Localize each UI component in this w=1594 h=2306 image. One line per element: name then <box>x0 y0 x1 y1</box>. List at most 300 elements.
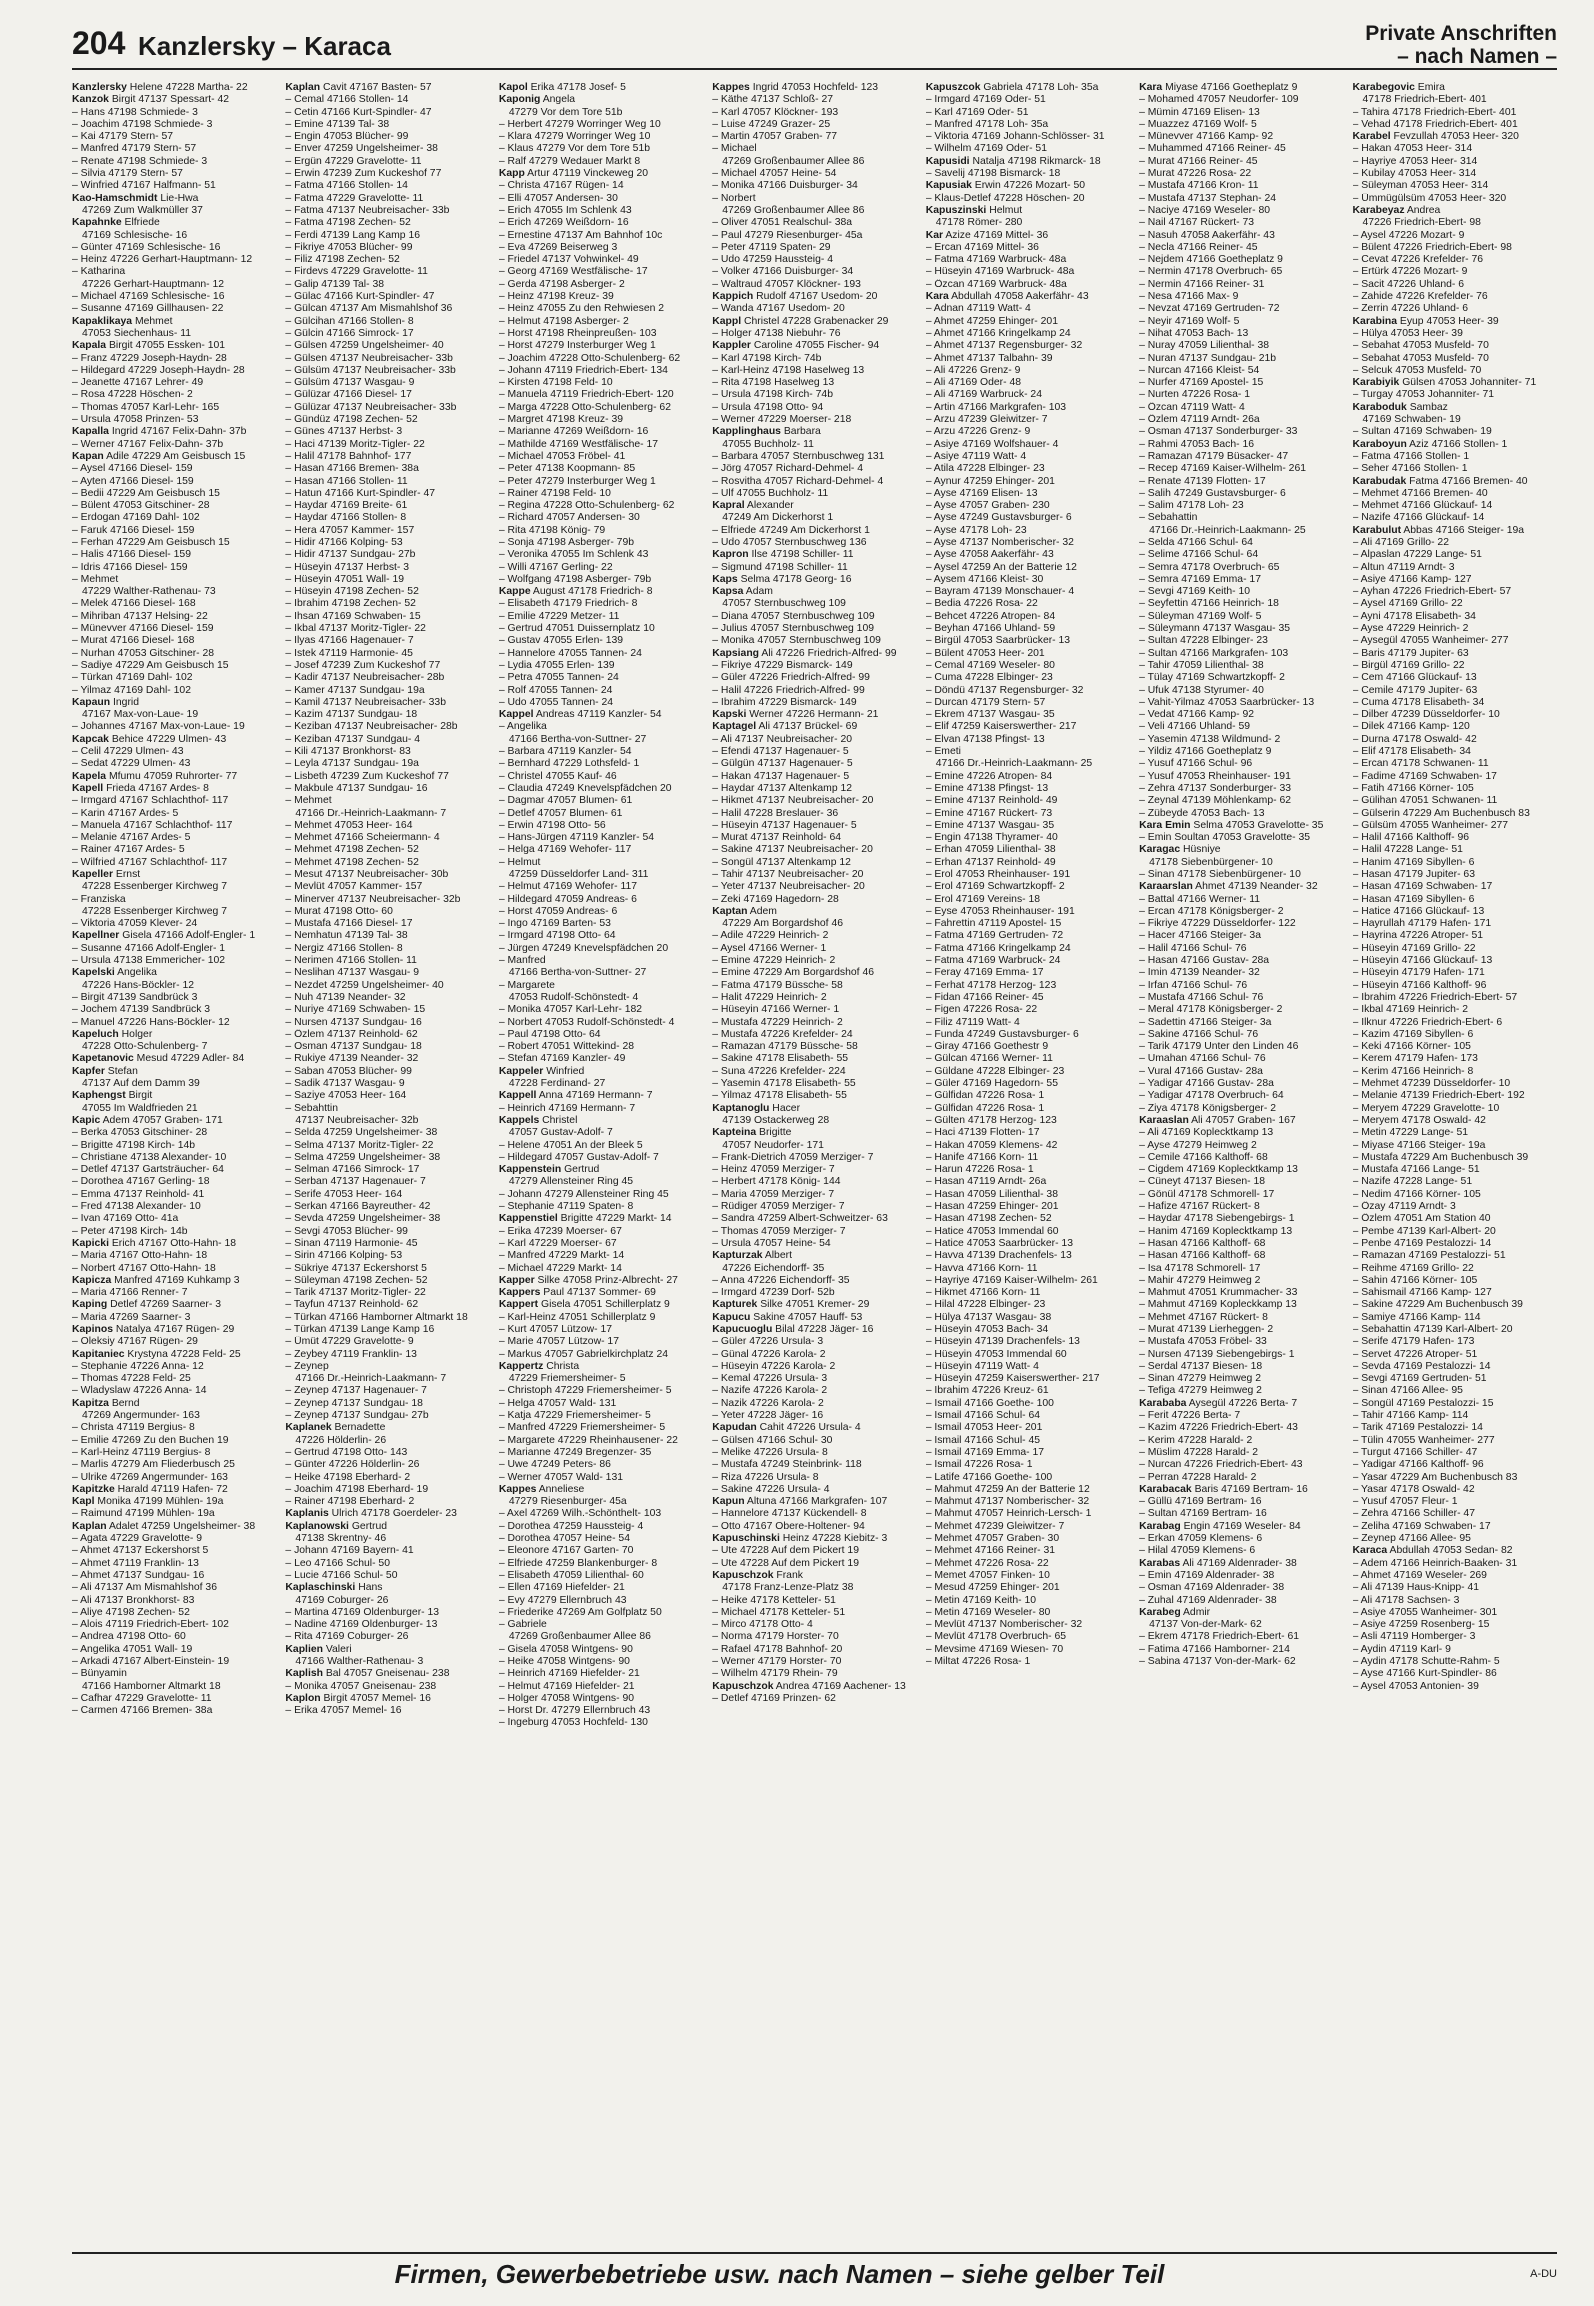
listing-details: – Manfred 47229 Friemersheimer- 5 <box>498 1422 666 1434</box>
listing-details: – Servet 47226 Atroper- 51 <box>1352 1348 1478 1360</box>
listing-details: – Kili 47137 Bronkhorst- 83 <box>285 746 411 758</box>
listing-entry <box>712 1668 916 1680</box>
listing-entry <box>72 1705 276 1717</box>
listing-details: – Ursula 47198 Otto- 94 <box>712 401 824 413</box>
listing-entry <box>285 1533 489 1545</box>
listing-entry <box>926 119 1130 131</box>
listing-details: – Hans 47198 Schmiede- 3 <box>72 106 198 118</box>
listing-details: – Gülsüm 47055 Wanheimer- 277 <box>1352 819 1509 831</box>
listing-details: – Nuh 47139 Neander- 32 <box>285 991 406 1003</box>
listing-entry <box>1139 205 1343 217</box>
listing-details: – Nemhatun 47139 Tal- 38 <box>285 930 408 942</box>
listing-details: – Selma 47259 Ungelsheimer- 38 <box>285 1151 441 1163</box>
listing-details: – Peter 47119 Spaten- 29 <box>712 241 831 253</box>
listing-entry <box>285 365 489 377</box>
listing-surname: Kapun <box>712 1496 745 1508</box>
listing-surname: Kapaklikaya <box>72 315 133 327</box>
listing-details: – Özay 47119 Arndt- 3 <box>1352 1201 1456 1213</box>
listing-entry <box>1353 967 1557 979</box>
listing-details: – Erol 47169 Schwartzkopff- 2 <box>925 881 1065 893</box>
listing-details: – Nurfer 47169 Apostel- 15 <box>1139 377 1264 389</box>
listing-entry <box>926 980 1130 992</box>
listing-entry <box>285 1435 489 1447</box>
listing-details: – Susanne 47169 Gillhausen- 22 <box>72 303 224 315</box>
listing-entry <box>1139 1484 1343 1496</box>
listing-details: – Süleyman 47198 Zechen- 52 <box>285 1274 428 1286</box>
listing-entry <box>712 94 916 106</box>
listing-details: – Mehmet 47239 Gleiwitzer- 7 <box>925 1520 1065 1532</box>
listing-details: – Firdevs 47229 Gravelotte- 11 <box>285 266 428 278</box>
listing-details: – Turgut 47166 Schiller- 47 <box>1352 1446 1478 1458</box>
listing-entry <box>712 894 916 906</box>
listing-details: – Joachim 47198 Eberhard- 19 <box>285 1483 429 1495</box>
listing-details: – Ayni 47178 Elisabeth- 34 <box>1352 610 1476 622</box>
listing-details: – Murat 47139 Lierheggen- 2 <box>1139 1323 1274 1335</box>
listing-entry <box>72 377 276 389</box>
listing-details: – Gertrud 47051 Duissernplatz 10 <box>498 623 655 635</box>
listing-entry <box>1139 648 1343 660</box>
listing-details: Christel <box>539 1114 578 1126</box>
listing-entry <box>926 340 1130 352</box>
listing-entry <box>499 1201 703 1213</box>
listing-details: – Meryem 47178 Oswald- 42 <box>1352 1114 1486 1126</box>
listing-details: 47228 Otto-Schulenberg- 7 <box>82 1041 208 1053</box>
listing-details: – Horst 47059 Andreas- 6 <box>498 905 618 917</box>
listing-entry <box>1139 525 1343 537</box>
listing-entry <box>499 1312 703 1324</box>
listing-details: – Marlis 47279 Am Fliederbusch 25 <box>72 1459 235 1471</box>
listing-entry <box>1139 955 1343 967</box>
listing-details: – Kazim 47226 Friedrich-Ebert- 43 <box>1139 1422 1298 1434</box>
listing-entry <box>499 1595 703 1607</box>
listing-entry <box>285 230 489 242</box>
listing-details: – Mevlüt 47137 Nomberischer- 32 <box>925 1619 1083 1631</box>
listing-entry <box>1139 844 1343 856</box>
listing-entry <box>72 156 276 168</box>
listing-details: – Martina 47169 Oldenburger- 13 <box>285 1606 440 1618</box>
listing-details: – Marie 47057 Lützow- 17 <box>498 1336 619 1348</box>
listing-details: – Songül 47169 Pestalozzi- 15 <box>1352 1397 1494 1409</box>
listing-details: – Christiane 47138 Alexander- 10 <box>72 1151 227 1163</box>
listing-entry <box>72 1447 276 1459</box>
listing-entry <box>285 340 489 352</box>
listing-details: – Silvia 47179 Stern- 57 <box>72 168 183 180</box>
listing-details: – Ali 47137 Bronkhorst- 83 <box>72 1594 195 1606</box>
listing-details: – Yildiz 47166 Goetheplatz 9 <box>1139 746 1272 758</box>
listing-entry <box>926 1533 1130 1545</box>
listing-surname: Kapol <box>498 82 528 93</box>
listing-entry <box>72 217 276 229</box>
listing-entry <box>285 143 489 155</box>
listing-details: – Cetin 47166 Kurt-Spindler- 47 <box>285 106 432 118</box>
listing-entry <box>712 1090 916 1102</box>
listing-entry <box>1353 1484 1557 1496</box>
listing-entry <box>1139 857 1343 869</box>
listing-details: – Yasar 47229 Am Buchenbusch 83 <box>1352 1471 1518 1483</box>
listing-details: – Beyhan 47166 Uhland- 59 <box>925 623 1056 635</box>
listing-details: – Muazzez 47169 Wolf- 5 <box>1139 118 1257 130</box>
listing-entry <box>72 82 276 94</box>
listing-details: – Sadik 47137 Wasgau- 9 <box>285 1078 405 1090</box>
listing-details: – Sonja 47198 Asberger- 79b <box>498 536 635 548</box>
listing-entry <box>72 1681 276 1693</box>
listing-details: – Ahmet 47137 Regensburger- 32 <box>925 340 1083 352</box>
listing-details: – Wilfried 47167 Schlachthof- 117 <box>72 856 228 868</box>
listing-entry <box>1139 1496 1343 1508</box>
listing-details: – Ibrahim 47198 Zechen- 52 <box>285 598 416 610</box>
listing-entry <box>499 537 703 549</box>
listing-entry <box>712 623 916 635</box>
listing-details: – Heinrich 47169 Hermann- 7 <box>498 1102 636 1114</box>
listing-details: – Rita 47198 Haselweg 13 <box>712 377 835 389</box>
listing-details: – Asiye 47169 Wolfshauer- 4 <box>925 438 1059 450</box>
listing-surname: Kapp <box>498 168 525 180</box>
listing-details: – Herbert 47178 König- 144 <box>712 1176 841 1188</box>
listing-details: – Rainer 47198 Feld- 10 <box>498 487 611 499</box>
listing-details: – Emma 47137 Reinhold- 41 <box>72 1188 205 1200</box>
listing-entry <box>926 930 1130 942</box>
listing-details: – Bülent 47226 Friedrich-Ebert- 98 <box>1352 241 1512 253</box>
listing-entry <box>285 635 489 647</box>
listing-entry <box>72 1115 276 1127</box>
listing-entry <box>1139 1312 1343 1324</box>
listing-entry <box>712 389 916 401</box>
listing-details: Manfred 47169 Kuhkamp 3 <box>111 1274 240 1286</box>
listing-entry <box>1353 1410 1557 1422</box>
listing-entry <box>72 967 276 979</box>
listing-details: – Murat 47166 Reiner- 45 <box>1139 155 1258 167</box>
listing-details: – Fred 47138 Alexander- 10 <box>72 1201 201 1213</box>
listing-entry <box>712 1361 916 1373</box>
listing-details: Adem <box>747 905 777 917</box>
listing-details: – Hüseyin 47137 Hagenauer- 5 <box>712 819 857 831</box>
listing-entry <box>1139 1508 1343 1520</box>
listing-details: – Kubilay 47053 Heer- 314 <box>1352 168 1477 180</box>
listing-entry <box>72 857 276 869</box>
listing-surname: Kapela <box>72 770 107 782</box>
listing-entry <box>72 943 276 955</box>
listing-details: – Eva 47269 Beiserweg 3 <box>498 241 618 253</box>
listing-entry <box>712 1595 916 1607</box>
listing-entry <box>926 168 1130 180</box>
listing-surname: Karabulut <box>1352 524 1402 536</box>
listing-entry <box>926 94 1130 106</box>
listing-details: Bal 47057 Gneisenau- 238 <box>322 1668 450 1680</box>
listing-entry <box>926 525 1130 537</box>
listing-details: Andrea 47169 Aachener- 13 <box>773 1680 906 1692</box>
listing-entry <box>926 820 1130 832</box>
listing-details: – Mahmut 47051 Krummacher- 33 <box>1139 1287 1298 1299</box>
listing-details: – Sabina 47137 Von-der-Mark- 62 <box>1139 1656 1296 1667</box>
listing-entry <box>1353 955 1557 967</box>
listing-details: – Mevlüt 47178 Overbruch- 65 <box>925 1631 1067 1643</box>
listing-details: – Hans-Jürgen 47119 Kanzler- 54 <box>498 832 655 844</box>
listing-entry <box>72 242 276 254</box>
listing-entry <box>72 894 276 906</box>
listing-surname: Kapturek <box>712 1299 758 1311</box>
listing-details: – Bayram 47139 Monschauer- 4 <box>925 586 1075 598</box>
listing-entry <box>926 1472 1130 1484</box>
listing-entry <box>499 402 703 414</box>
listing-details: – Aydin 47119 Karl- 9 <box>1352 1643 1451 1655</box>
listing-surname: Kappertz <box>498 1360 544 1372</box>
listing-entry <box>72 1287 276 1299</box>
listing-entry <box>1139 1053 1343 1065</box>
listing-details: – Zeynep 47137 Sundgau- 27b <box>285 1410 429 1422</box>
listing-details: Silke 47051 Kremer- 29 <box>757 1299 870 1311</box>
listing-details: – Nazife 47228 Lange- 51 <box>1352 1176 1473 1188</box>
listing-details: – Peter 47138 Koopmann- 85 <box>498 463 636 475</box>
listing-details: Cahit 47226 Ursula- 4 <box>756 1422 861 1434</box>
listing-details: – Helmut 47198 Asberger- 2 <box>498 315 629 327</box>
listing-entry <box>285 1312 489 1324</box>
listing-entry <box>926 1053 1130 1065</box>
listing-details: – Hüseyin 47137 Herbst- 3 <box>285 561 410 573</box>
listing-entry <box>1353 1164 1557 1176</box>
listing-details: – Gülsen 47137 Neubreisacher- 33b <box>285 352 453 364</box>
listing-details: – Dilber 47239 Düsseldorfer- 10 <box>1352 709 1500 721</box>
listing-entry <box>1353 1103 1557 1115</box>
listing-details: – Emeti <box>925 746 961 758</box>
listing-entry <box>499 242 703 254</box>
listing-details: – Irmgard 47167 Schlachthof- 117 <box>72 795 229 807</box>
listing-details: – Gülcan 47137 Am Mismahlshof 36 <box>285 303 453 315</box>
listing-details: – Ayse 47057 Graben- 230 <box>925 500 1050 512</box>
listing-entry <box>1139 1017 1343 1029</box>
listing-details: – Nursen 47137 Sundgau- 16 <box>285 1016 422 1028</box>
listing-details: – Gülfidan 47226 Rosa- 1 <box>925 1102 1045 1114</box>
listing-entry <box>712 1582 916 1594</box>
listing-details: – Erich 47269 Weißdorn- 16 <box>498 217 629 229</box>
listing-entry <box>499 512 703 524</box>
listing-surname: Karabacak <box>1139 1483 1192 1495</box>
listing-entry <box>926 709 1130 721</box>
listing-entry <box>285 611 489 623</box>
listing-entry <box>1353 918 1557 930</box>
listing-entry <box>72 1263 276 1275</box>
listing-details: – Cigdem 47169 Koplecktkamp 13 <box>1139 1164 1298 1176</box>
listing-entry <box>712 832 916 844</box>
listing-entry <box>712 906 916 918</box>
listing-details: – Erdogan 47169 Dahl- 102 <box>72 512 200 524</box>
listing-details: – Norma 47179 Horster- 70 <box>712 1631 839 1643</box>
listing-column <box>926 82 1130 2250</box>
listing-details: – Sadiye 47229 Am Geisbusch 15 <box>72 659 229 671</box>
listing-entry <box>1353 107 1557 119</box>
listing-entry <box>1139 254 1343 266</box>
listing-details: – Karin 47167 Ardes- 5 <box>72 807 179 819</box>
listing-entry <box>712 377 916 389</box>
listing-entry <box>1353 414 1557 426</box>
listing-entry <box>712 512 916 524</box>
listing-entry <box>712 562 916 574</box>
listing-details: 47229 Friemersheimer- 5 <box>508 1373 626 1385</box>
listing-details: – Yilmaz 47178 Elisabeth- 55 <box>712 1090 847 1102</box>
listing-details: – Münevver 47166 Kamp- 92 <box>1139 131 1274 143</box>
listing-entry <box>1139 1361 1343 1373</box>
listing-surname: Kapala <box>72 340 107 352</box>
listing-entry <box>1139 1324 1343 1336</box>
listing-details: – Ayse 47137 Nomberischer- 32 <box>925 536 1074 548</box>
listing-entry <box>712 1619 916 1631</box>
listing-column <box>1139 82 1343 2250</box>
listing-details: Bilal 47228 Jäger- 16 <box>772 1323 874 1335</box>
listing-entry <box>712 1459 916 1471</box>
listing-details: 47226 Hölderlin- 26 <box>295 1434 387 1446</box>
listing-entry <box>1353 783 1557 795</box>
listing-entry <box>712 414 916 426</box>
listing-details: – Thomas 47228 Feld- 25 <box>72 1373 191 1385</box>
listing-entry <box>712 1570 916 1582</box>
listing-details: – Minerver 47137 Neubreisacher- 32b <box>285 893 461 905</box>
listing-entry <box>1353 1029 1557 1041</box>
listing-entry <box>926 1459 1130 1471</box>
listing-entry <box>499 980 703 992</box>
listing-details: – Meryem 47229 Gravelotte- 10 <box>1352 1102 1500 1114</box>
listing-entry <box>926 906 1130 918</box>
listing-details: – Mahmut 47057 Heinrich-Lersch- 1 <box>925 1508 1092 1520</box>
listing-entry <box>712 1545 916 1557</box>
listing-details: Barbara <box>780 426 821 438</box>
listing-entry <box>926 230 1130 242</box>
listing-details: – Elvan 47138 Pfingst- 13 <box>925 733 1045 745</box>
listing-details: – Pembe 47139 Karl-Albert- 20 <box>1352 1225 1496 1237</box>
listing-details: – Süleymann 47137 Wasgau- 35 <box>1139 623 1291 635</box>
listing-details: – Murat 47198 Otto- 60 <box>285 905 393 917</box>
listing-details: – Arkadi 47167 Albert-Einstein- 19 <box>72 1656 230 1667</box>
listing-details: – Fikriye 47229 Bismarck- 149 <box>712 659 853 671</box>
listing-details: – Friederike 47269 Am Golfplatz 50 <box>498 1606 662 1618</box>
listing-entry <box>926 439 1130 451</box>
listing-entry <box>1353 512 1557 524</box>
listing-surname: Kaponig <box>498 94 541 106</box>
listing-entry <box>1353 1066 1557 1078</box>
listing-entry <box>285 1607 489 1619</box>
listing-details: – Ali 47226 Grenz- 9 <box>925 364 1021 376</box>
listing-details: – Norbert 47053 Rudolf-Schönstedt- 4 <box>498 1016 675 1028</box>
listing-details: – Kerim 47228 Harald- 2 <box>1139 1434 1253 1446</box>
listing-entry <box>72 1607 276 1619</box>
listing-entry <box>1353 930 1557 942</box>
listing-entry <box>72 709 276 721</box>
listing-entry <box>1353 1140 1557 1152</box>
listing-entry <box>926 1545 1130 1557</box>
listing-details: – Manuel 47226 Hans-Böckler- 12 <box>72 1016 230 1028</box>
listing-entry <box>285 623 489 635</box>
listing-entry <box>1139 414 1343 426</box>
listing-entry <box>72 685 276 697</box>
listing-details: Hans <box>355 1582 383 1594</box>
listing-details: – Özlem 47051 Am Station 40 <box>1352 1213 1491 1225</box>
listing-entry <box>285 377 489 389</box>
listing-entry <box>285 721 489 733</box>
listing-entry <box>72 1176 276 1188</box>
listing-entry <box>285 254 489 266</box>
listing-entry <box>926 1090 1130 1102</box>
listing-entry <box>499 1668 703 1680</box>
listing-entry <box>72 992 276 1004</box>
listing-details: – Franz 47229 Joseph-Haydn- 28 <box>72 352 227 364</box>
listing-details: Valeri <box>322 1643 352 1655</box>
listing-entry <box>712 598 916 610</box>
listing-details: – Aysel 47226 Mozart- 9 <box>1352 229 1465 241</box>
listing-entry <box>926 1238 1130 1250</box>
listing-details: – Asiye 47259 Rosenberg- 15 <box>1352 1619 1490 1631</box>
listing-entry <box>285 549 489 561</box>
listing-entry <box>72 574 276 586</box>
listing-entry <box>72 414 276 426</box>
listing-entry <box>499 500 703 512</box>
listing-surname: Kaping <box>72 1299 108 1311</box>
listing-entry <box>285 1410 489 1422</box>
listing-surname: Kapinos <box>72 1323 113 1335</box>
listing-surname: Karabel <box>1352 131 1391 143</box>
listing-entry <box>926 1152 1130 1164</box>
listing-entry <box>72 1324 276 1336</box>
listing-entry <box>285 857 489 869</box>
listing-details: – Hannelore 47055 Tannen- 24 <box>498 647 642 659</box>
listing-details: – Erwin 47239 Zum Kuckeshof 77 <box>285 168 442 180</box>
listing-surname: Kapusidi <box>925 155 970 167</box>
listing-details: – Tahira 47178 Friedrich-Ebert- 401 <box>1352 106 1517 118</box>
listing-entry <box>1353 143 1557 155</box>
listing-details: Artur 47119 Vinckeweg 20 <box>524 168 649 180</box>
listing-details: – Kamer 47137 Sundgau- 19a <box>285 684 425 696</box>
listing-entry <box>926 808 1130 820</box>
listing-details: – Yusuf 47057 Fleur- 1 <box>1352 1496 1458 1508</box>
listing-details: – Rolf 47055 Tannen- 24 <box>498 684 613 696</box>
listing-details: – Dilek 47166 Kamp- 120 <box>1352 721 1470 733</box>
listing-entry <box>1353 648 1557 660</box>
listing-details: – Tülay 47169 Schwartzkopff- 2 <box>1139 672 1285 684</box>
listing-entry <box>499 1361 703 1373</box>
listing-entry <box>72 1398 276 1410</box>
listing-entry <box>499 328 703 340</box>
listing-details: – Marianne 47269 Weißdorn- 16 <box>498 426 649 438</box>
listing-entry <box>499 180 703 192</box>
listing-surname: Kapuszinski <box>925 204 987 216</box>
listing-details: – Irmgard 47239 Dorf- 52b <box>712 1287 835 1299</box>
listing-details: – Käthe 47137 Schloß- 27 <box>712 94 833 106</box>
listing-entry <box>926 1312 1130 1324</box>
listing-entry <box>285 279 489 291</box>
listing-details: – Erhan 47137 Reinhold- 49 <box>925 856 1056 868</box>
listing-entry <box>926 1496 1130 1508</box>
listing-entry <box>499 94 703 106</box>
listing-entry <box>1353 869 1557 881</box>
listing-entry <box>72 1545 276 1557</box>
listing-details: – Havva 47166 Korn- 11 <box>925 1262 1038 1274</box>
listing-entry <box>712 1435 916 1447</box>
listing-details: – Haydar 47169 Breite- 61 <box>285 500 408 512</box>
listing-details: – Gönül 47178 Schmorell- 17 <box>1139 1188 1275 1200</box>
listing-entry <box>926 992 1130 1004</box>
listing-entry <box>926 389 1130 401</box>
listing-details: – Karl-Heinz 47198 Haselweg 13 <box>712 364 865 376</box>
listing-details: – Gülcihan 47166 Stollen- 8 <box>285 315 414 327</box>
listing-details: – Aydin 47178 Schutte-Rahm- 5 <box>1352 1656 1500 1667</box>
listing-details: – Oleksiy 47167 Rügen- 29 <box>72 1336 198 1348</box>
listing-entry <box>72 254 276 266</box>
listing-entry <box>285 1127 489 1139</box>
listing-details: – Emin 47169 Aldenrader- 38 <box>1139 1569 1275 1581</box>
listing-details: – Hüseyin 47119 Watt- 4 <box>925 1360 1039 1372</box>
listing-entry <box>1139 1631 1343 1643</box>
listing-surname: Kappler <box>712 340 751 352</box>
listing-entry <box>712 254 916 266</box>
listing-details: Selma 47178 Georg- 16 <box>737 573 852 585</box>
listing-surname: Kappenstein <box>498 1164 562 1176</box>
